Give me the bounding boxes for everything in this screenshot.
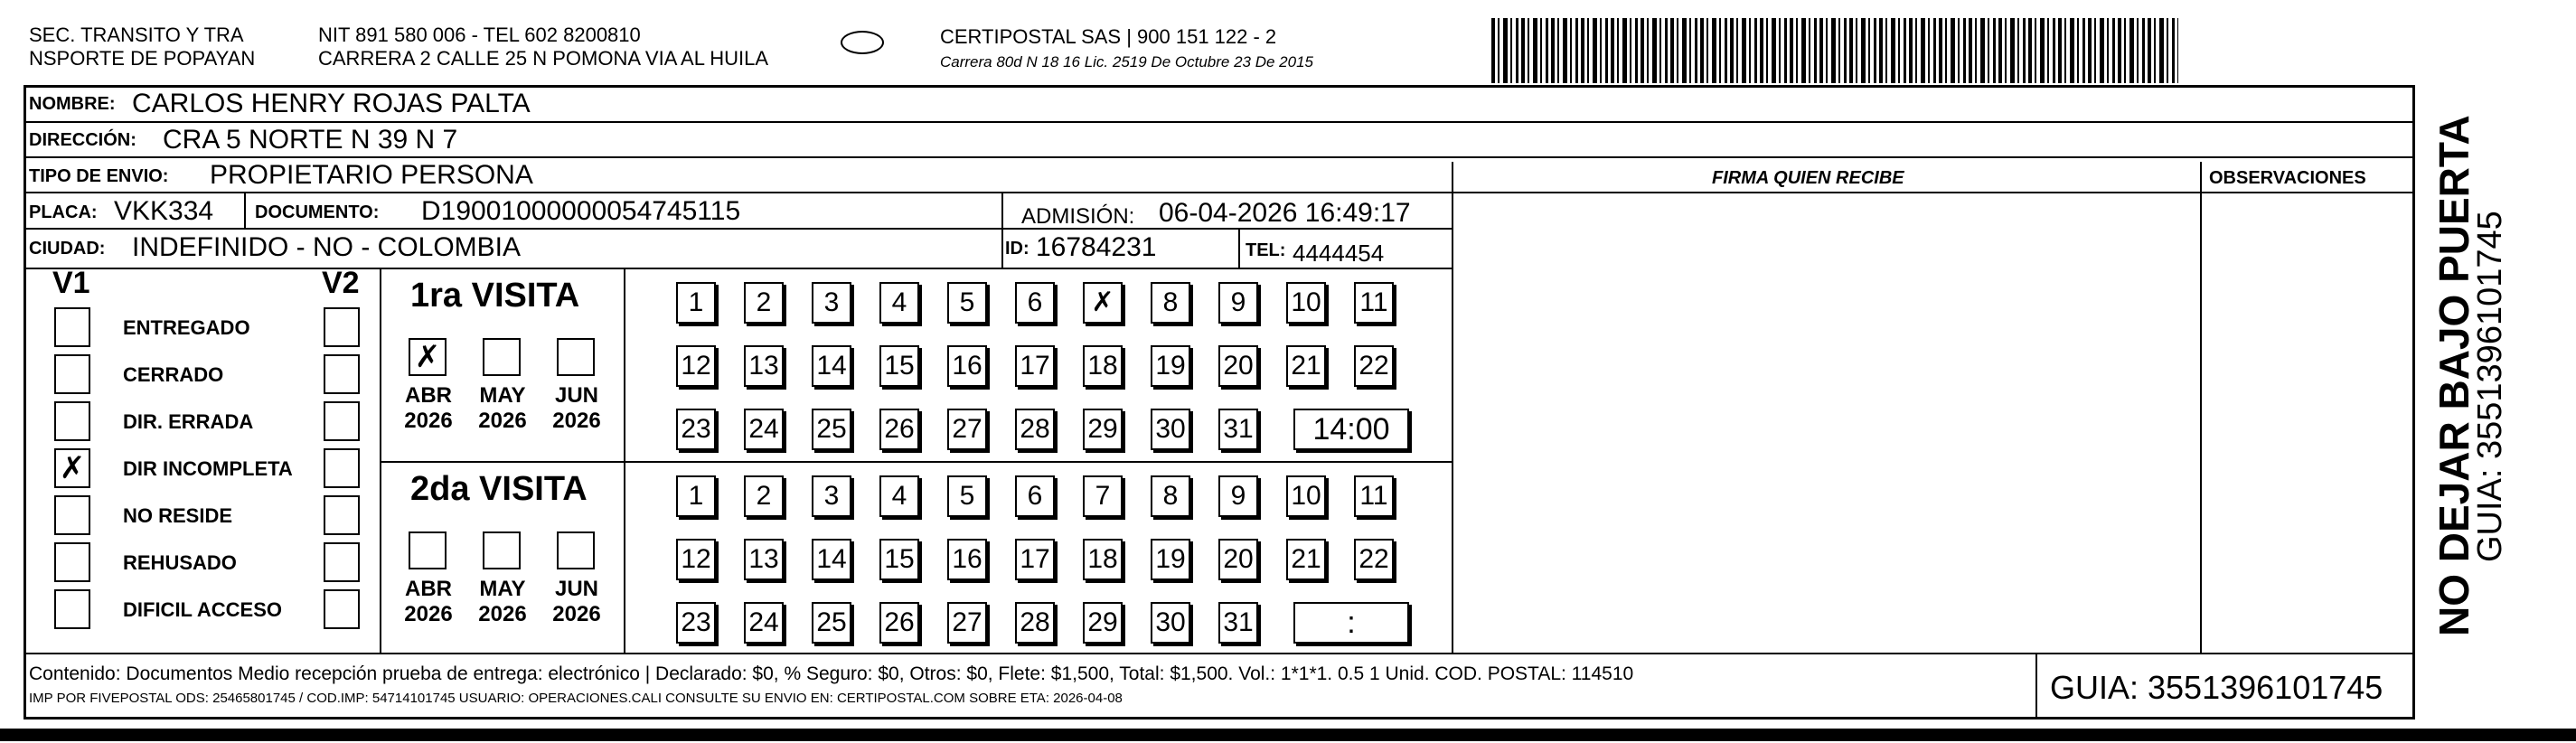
v2-checkbox[interactable] — [324, 542, 360, 582]
month-checkbox[interactable] — [483, 338, 521, 376]
sender-nit: NIT 891 580 006 - TEL 602 8200810 — [318, 24, 641, 46]
month-label: MAY — [479, 383, 526, 408]
v1-checkbox[interactable] — [54, 495, 90, 535]
day-checkbox[interactable]: 3 — [812, 475, 851, 517]
day-checkbox[interactable]: 22 — [1354, 539, 1394, 580]
day-checkbox[interactable]: 4 — [879, 282, 919, 324]
status-label: DIR. ERRADA — [123, 410, 254, 433]
sender-name-line1: SEC. TRANSITO Y TRA — [29, 24, 244, 46]
guia-box: GUIA: 3551396101745 — [2050, 669, 2383, 706]
day-checkbox[interactable]: 27 — [947, 409, 987, 450]
name-value: CARLOS HENRY ROJAS PALTA — [132, 89, 531, 118]
status-label: ENTREGADO — [123, 316, 250, 339]
document-value: D19001000000054745115 — [421, 196, 741, 226]
day-checkbox[interactable]: 24 — [744, 602, 784, 644]
v2-checkbox[interactable] — [324, 307, 360, 347]
address-label: DIRECCIÓN: — [29, 130, 136, 150]
v2-checkbox[interactable] — [324, 448, 360, 488]
barcode — [1491, 18, 2178, 83]
month-checkbox[interactable] — [557, 531, 595, 569]
month-checkbox[interactable]: ✗ — [409, 338, 447, 376]
visit1-title: 1ra VISITA — [410, 277, 580, 315]
day-checkbox[interactable]: 7 — [1083, 475, 1123, 517]
city-value: INDEFINIDO - NO - COLOMBIA — [132, 232, 522, 262]
day-checkbox[interactable]: 21 — [1286, 539, 1326, 580]
month-label: ABR — [405, 577, 452, 601]
day-checkbox[interactable]: 15 — [879, 539, 919, 580]
time-field[interactable]: : — [1293, 602, 1409, 644]
admission-value: 06-04-2026 16:49:17 — [1159, 198, 1411, 228]
day-checkbox[interactable]: 30 — [1151, 602, 1190, 644]
day-checkbox[interactable]: 25 — [812, 602, 851, 644]
day-checkbox[interactable]: 5 — [947, 282, 987, 324]
day-checkbox[interactable]: 6 — [1015, 282, 1055, 324]
id-value: 16784231 — [1036, 232, 1157, 262]
side-warning: NO DEJAR BAJO PUERTA — [2430, 115, 2477, 636]
day-checkbox[interactable]: 20 — [1218, 345, 1258, 387]
day-checkbox[interactable]: 11 — [1354, 282, 1394, 324]
day-checkbox[interactable]: 28 — [1015, 409, 1055, 450]
v2-checkbox[interactable] — [324, 495, 360, 535]
carrier-logo-icon — [841, 31, 884, 54]
day-checkbox[interactable]: 22 — [1354, 345, 1394, 387]
day-checkbox[interactable]: 27 — [947, 602, 987, 644]
status-label: DIFICIL ACCESO — [123, 598, 283, 621]
id-label: ID: — [1005, 239, 1029, 259]
v2-checkbox[interactable] — [324, 354, 360, 394]
signature-label: FIRMA QUIEN RECIBE — [1712, 168, 1904, 188]
day-checkbox[interactable]: 12 — [676, 539, 716, 580]
day-checkbox[interactable]: 19 — [1151, 345, 1190, 387]
month-year: 2026 — [552, 602, 601, 626]
day-checkbox[interactable]: 4 — [879, 475, 919, 517]
day-checkbox[interactable]: 13 — [744, 345, 784, 387]
address-value: CRA 5 NORTE N 39 N 7 — [163, 125, 458, 155]
day-checkbox[interactable]: 16 — [947, 345, 987, 387]
tel-label: TEL: — [1246, 240, 1286, 260]
day-checkbox[interactable]: 23 — [676, 602, 716, 644]
sender-name-line2: NSPORTE DE POPAYAN — [29, 47, 256, 70]
day-checkbox[interactable]: 15 — [879, 345, 919, 387]
tel-value: 4444454 — [1293, 240, 1385, 267]
document-label: DOCUMENTO: — [255, 202, 380, 222]
day-checkbox[interactable]: 26 — [879, 602, 919, 644]
status-label: DIR INCOMPLETA — [123, 457, 293, 480]
month-label: MAY — [479, 577, 526, 601]
shipment-type-label: TIPO DE ENVIO: — [29, 166, 169, 186]
day-checkbox[interactable]: 29 — [1083, 602, 1123, 644]
day-checkbox[interactable]: 28 — [1015, 602, 1055, 644]
status-label: CERRADO — [123, 363, 224, 386]
day-checkbox[interactable]: 16 — [947, 539, 987, 580]
v1-checkbox[interactable] — [54, 401, 90, 441]
day-checkbox[interactable]: 9 — [1218, 475, 1258, 517]
sender-address: CARRERA 2 CALLE 25 N POMONA VIA AL HUILA — [318, 47, 769, 70]
contents-line: Contenido: Documentos Medio recepción prueba de entrega: electrónico | Declarado: $0, % Seguro: $0, Otros: $0, Flete: $1,500, Total: $1,500. Vol.: 1*1*1. 0.5 1 Unid. COD. POSTAL: 114510 — [29, 663, 1634, 684]
day-checkbox[interactable]: 8 — [1151, 475, 1190, 517]
day-checkbox[interactable]: 25 — [812, 409, 851, 450]
day-checkbox[interactable]: 2 — [744, 475, 784, 517]
day-checkbox[interactable]: 19 — [1151, 539, 1190, 580]
print-line: IMP POR FIVEPOSTAL ODS: 25465801745 / COD.IMP: 54714101745 USUARIO: OPERACIONES.CALI CONSULTE SU ENVIO EN: CERTIPOSTAL.COM SOBRE ETA: 2026-04-08 — [29, 691, 1123, 706]
shipment-type-value: PROPIETARIO PERSONA — [210, 160, 533, 190]
day-checkbox[interactable]: 21 — [1286, 345, 1326, 387]
day-checkbox[interactable]: 8 — [1151, 282, 1190, 324]
day-checkbox[interactable]: 14 — [812, 345, 851, 387]
status-label: NO RESIDE — [123, 504, 233, 527]
day-checkbox[interactable]: 26 — [879, 409, 919, 450]
day-checkbox[interactable]: 6 — [1015, 475, 1055, 517]
day-checkbox[interactable]: 17 — [1015, 539, 1055, 580]
observations-label: OBSERVACIONES — [2209, 168, 2366, 188]
day-checkbox[interactable]: 11 — [1354, 475, 1394, 517]
month-checkbox[interactable] — [409, 531, 447, 569]
day-checkbox[interactable]: 2 — [744, 282, 784, 324]
visit2-title: 2da VISITA — [410, 470, 588, 508]
city-label: CIUDAD: — [29, 239, 106, 259]
name-label: NOMBRE: — [29, 94, 116, 114]
day-checkbox[interactable]: 17 — [1015, 345, 1055, 387]
day-checkbox[interactable]: 14 — [812, 539, 851, 580]
month-label: JUN — [554, 577, 598, 601]
day-checkbox[interactable]: 18 — [1083, 539, 1123, 580]
carrier-license: Carrera 80d N 18 16 Lic. 2519 De Octubre 23 De 2015 — [940, 53, 1313, 71]
v1-checkbox[interactable]: ✗ — [54, 448, 90, 488]
day-checkbox[interactable]: 10 — [1286, 282, 1326, 324]
v2-header: V2 — [322, 266, 360, 300]
day-checkbox[interactable]: 20 — [1218, 539, 1258, 580]
month-year: 2026 — [404, 602, 453, 626]
v2-checkbox[interactable] — [324, 401, 360, 441]
day-checkbox[interactable]: 18 — [1083, 345, 1123, 387]
v1-checkbox[interactable] — [54, 307, 90, 347]
day-checkbox[interactable]: 24 — [744, 409, 784, 450]
month-year: 2026 — [552, 409, 601, 433]
month-year: 2026 — [478, 602, 527, 626]
month-year: 2026 — [478, 409, 527, 433]
side-guia: GUIA: 3551396101745 — [2471, 211, 2509, 562]
v1-checkbox[interactable] — [54, 589, 90, 629]
day-checkbox[interactable]: 1 — [676, 475, 716, 517]
v2-checkbox[interactable] — [324, 589, 360, 629]
v1-header: V1 — [52, 266, 90, 300]
month-checkbox[interactable] — [557, 338, 595, 376]
carrier-name: CERTIPOSTAL SAS | 900 151 122 - 2 — [940, 25, 1277, 48]
day-checkbox[interactable]: 12 — [676, 345, 716, 387]
day-checkbox[interactable]: 3 — [812, 282, 851, 324]
month-year: 2026 — [404, 409, 453, 433]
plate-label: PLACA: — [29, 202, 98, 222]
day-checkbox[interactable]: 29 — [1083, 409, 1123, 450]
day-checkbox[interactable]: 31 — [1218, 409, 1258, 450]
day-checkbox[interactable]: 23 — [676, 409, 716, 450]
admission-label: ADMISIÓN: — [1021, 204, 1135, 229]
day-checkbox[interactable]: ✗ — [1083, 282, 1123, 324]
status-label: REHUSADO — [123, 551, 237, 574]
v1-checkbox[interactable] — [54, 542, 90, 582]
plate-value: VKK334 — [114, 196, 214, 226]
bottom-rule — [0, 729, 2576, 741]
day-checkbox[interactable]: 10 — [1286, 475, 1326, 517]
v1-checkbox[interactable] — [54, 354, 90, 394]
time-field[interactable]: 14:00 — [1293, 409, 1409, 450]
day-checkbox[interactable]: 9 — [1218, 282, 1258, 324]
day-checkbox[interactable]: 5 — [947, 475, 987, 517]
day-checkbox[interactable]: 30 — [1151, 409, 1190, 450]
month-checkbox[interactable] — [483, 531, 521, 569]
day-checkbox[interactable]: 13 — [744, 539, 784, 580]
month-label: ABR — [405, 383, 452, 408]
month-label: JUN — [554, 383, 598, 408]
day-checkbox[interactable]: 31 — [1218, 602, 1258, 644]
day-checkbox[interactable]: 1 — [676, 282, 716, 324]
